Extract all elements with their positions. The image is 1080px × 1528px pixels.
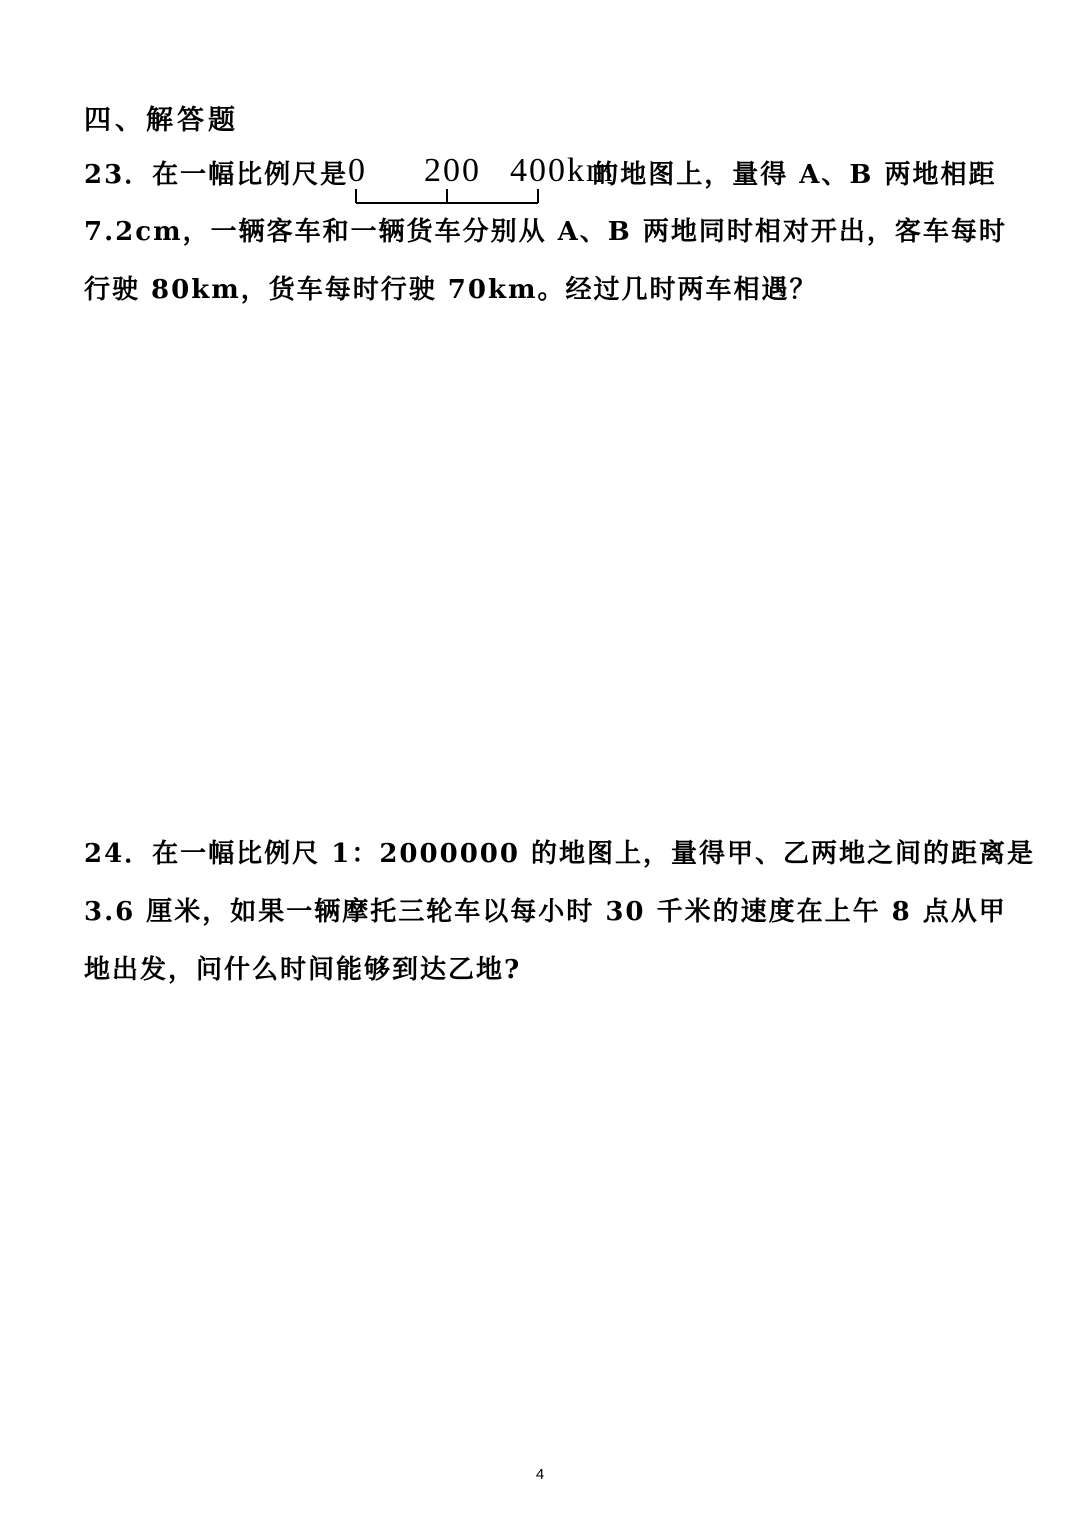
scale-bar-graphic — [348, 152, 615, 211]
question-24-line-3: 地出发，问什么时间能够到达乙地? — [84, 955, 522, 985]
question-23-prefix: 23．在一幅比例尺是 — [84, 160, 349, 190]
page-number: 4 — [535, 1466, 545, 1483]
question-24-line-2: 3.6 厘米，如果一辆摩托三轮车以每小时 30 千米的速度在上午 8 点从甲 — [84, 897, 1007, 927]
question-23-line-1 — [84, 152, 997, 195]
question-23-line-3: 行驶 80km，货车每时行驶 70km。经过几时两车相遇？ — [84, 275, 818, 305]
scale-tick-label-0: 0 — [348, 152, 368, 189]
scale-tick-label-200: 200 — [424, 152, 482, 189]
section-title: 四、解答题 — [84, 105, 239, 136]
question-24-line-1: 24．在一幅比例尺 1：2000000 的地图上，量得甲、乙两地之间的距离是 — [84, 839, 1036, 869]
question-23-line-2: 7.2cm，一辆客车和一辆货车分别从 A、B 两地同时相对开出，客车每时 — [84, 217, 1007, 247]
scale-tick-label-400km: 400km — [510, 152, 615, 189]
question-23-suffix: 的地图上，量得 A、B 两地相距 — [592, 160, 997, 190]
scale-bar — [348, 152, 615, 195]
